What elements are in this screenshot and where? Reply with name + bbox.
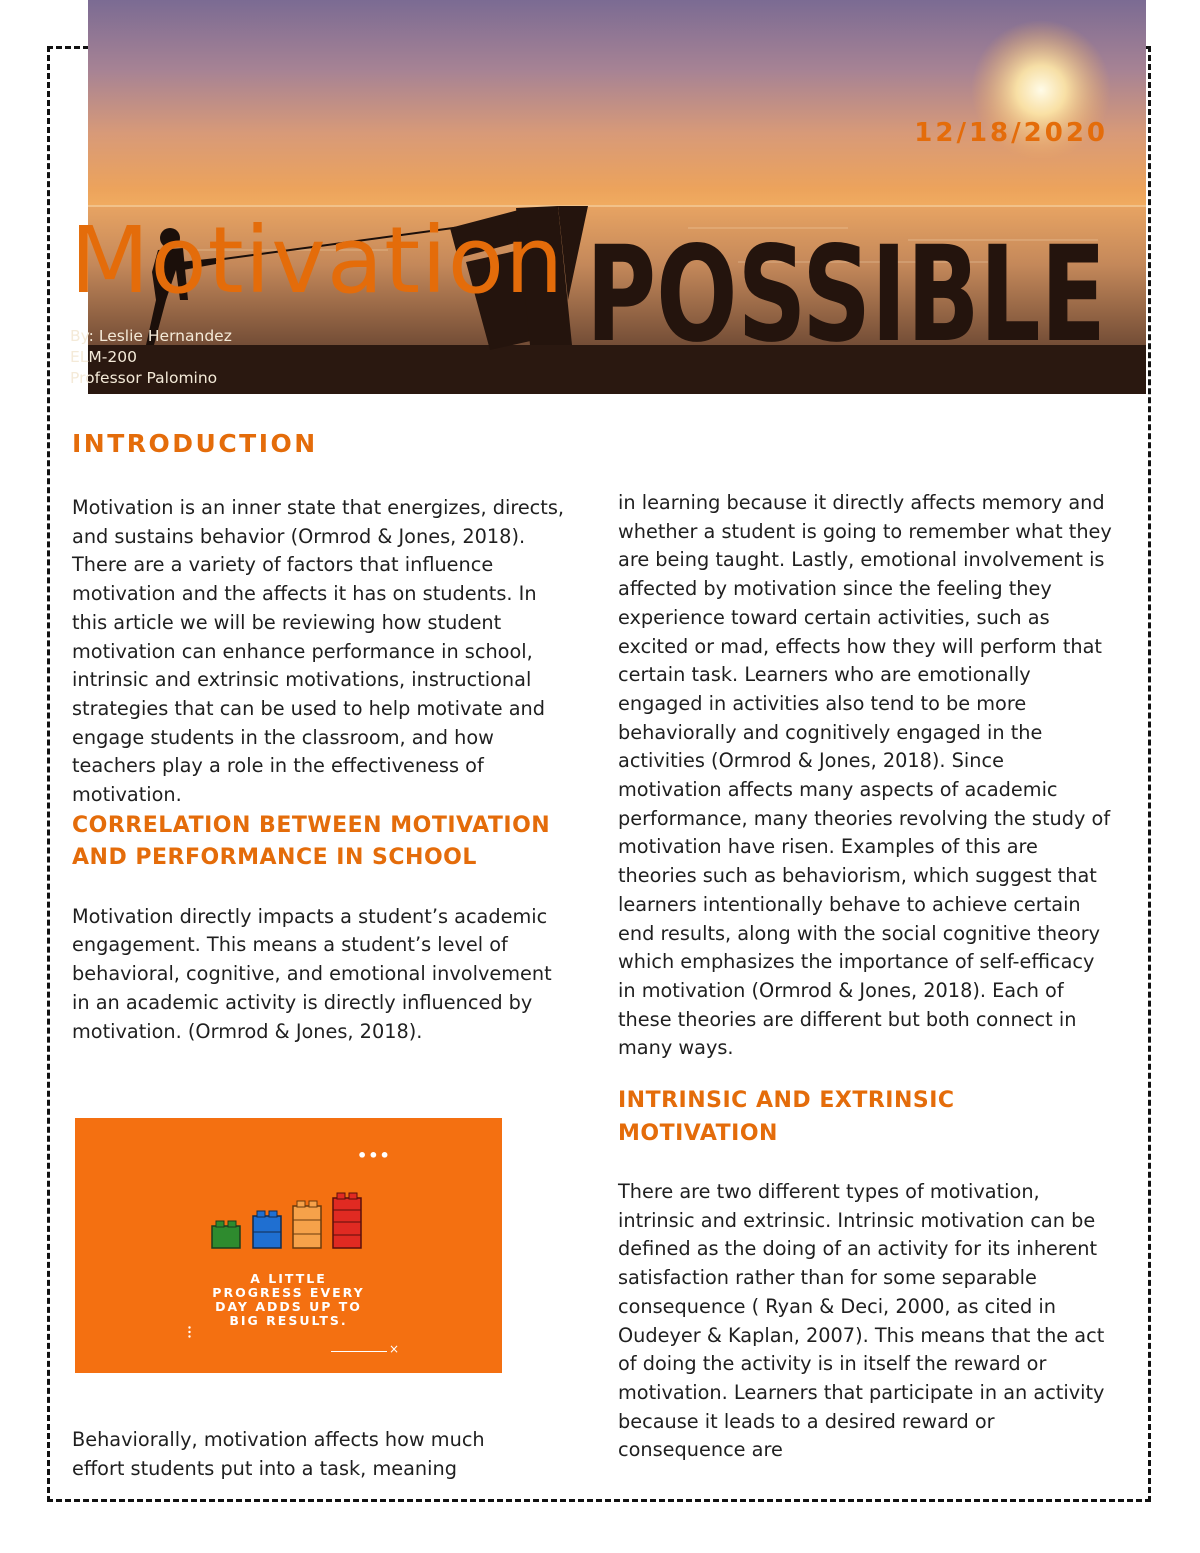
sunset-scene <box>88 0 1146 394</box>
quote-line: PROGRESS EVERY <box>212 1285 365 1300</box>
quote-line: DAY ADDS UP TO <box>215 1299 362 1314</box>
orange-brick <box>293 1201 321 1248</box>
author-name: By: Leslie Hernandez <box>70 327 232 345</box>
left-column <box>72 428 567 1046</box>
issue-date: 12/18/2020 <box>914 118 1108 148</box>
more-dots-icon: ••• <box>357 1146 391 1165</box>
course-code: ELM-200 <box>70 348 137 366</box>
page-title: Motivation <box>70 207 565 314</box>
green-brick <box>212 1221 240 1248</box>
correlation-continued: Behaviorally, motivation affects how much effort students put into a task, meaning <box>72 1428 485 1480</box>
quote-line: A LITTLE <box>250 1271 327 1286</box>
close-icon: × <box>389 1342 400 1356</box>
right-column <box>618 489 1113 1465</box>
correlation-body: Motivation directly impacts a student’s academic engagement. This means a student’s level of behavioral, cognitive, and emotional involvement in an academic activity is directly influenced by motivation. (Ormrod & Jones, 2018). <box>72 904 552 1043</box>
red-brick <box>333 1193 361 1248</box>
quote-line: BIG RESULTS. <box>229 1313 348 1328</box>
professor-name: Professor Palomino <box>70 369 218 387</box>
right-column-body: in learning because it directly affects memory and whether a student is going to remember what they are being taught. Lastly, emotional involvement is affected by motivation since the feeling they experience toward certain activities, such as excited or mad, effects how they will perform that certain task. Learners who are emotionally engaged in activities also tend to be more behaviorally and cognitively engaged in the activities (Ormrod & Jones, 2018). Since motivation affects many aspects of academic performance, many theories revolving the study of motivation have risen. Examples of this are theories such as behaviorism, which suggest that learners intentionally behave to achieve certain end results, along with the social cognitive theory which emphasizes the importance of self-efficacy in motivation (Ormrod & Jones, 2018). Each of these theories are different but both connect in many ways. <box>618 491 1112 1060</box>
poster-quote <box>75 1272 502 1328</box>
left-column-continued <box>72 1426 542 1483</box>
motivation-poster <box>75 1118 502 1373</box>
intrinsic-heading: INTRINSIC AND EXTRINSIC MOTIVATION <box>618 1088 955 1146</box>
introduction-body: Motivation is an inner state that energizes, directs, and sustains behavior (Ormrod & Jones, 2018). There are a variety of factors that influence motivation and the affects it has on students. In this article we will be reviewing how student motivation can enhance performance in school, intrinsic and extrinsic motivations, instructional strategies that can be used to help motivate and engage students in the classroom, and how teachers play a role in the effectiveness of motivation. <box>72 496 565 807</box>
introduction-heading: INTRODUCTION <box>72 429 318 458</box>
header-photo <box>88 0 1146 394</box>
correlation-heading: CORRELATION BETWEEN MOTIVATION AND PERFORMANCE IN SCHOOL <box>72 812 551 871</box>
blue-brick <box>253 1211 281 1248</box>
lego-bricks <box>75 1118 502 1268</box>
vertical-dots-icon <box>188 1326 191 1338</box>
divider-line <box>331 1351 387 1352</box>
byline <box>70 326 232 389</box>
intrinsic-body: There are two different types of motivation, intrinsic and extrinsic. Intrinsic motivation can be defined as the doing of an activity for its inherent satisfaction rather than for some separable consequence ( Ryan & Deci, 2000, as cited in Oudeyer & Kaplan, 2007). This means that the act of doing the activity is in itself the reward or motivation. Learners that participate in an activity because it leads to a desired reward or consequence are <box>618 1180 1105 1462</box>
possible-word: POSSIBLE <box>586 218 1106 372</box>
